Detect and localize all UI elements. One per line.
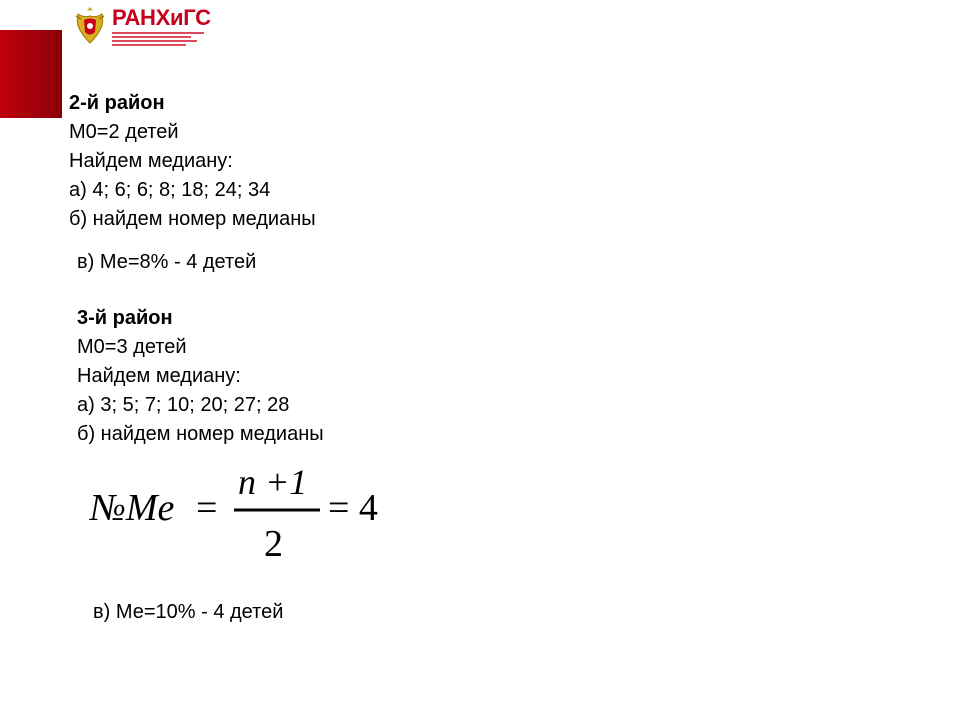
district-3-result: в) Ме=10% - 4 детей [93,601,284,623]
district-2-series: а) 4; 6; 6; 8; 18; 24; 34 [69,179,271,201]
eagle-emblem-icon [74,6,106,44]
median-number-formula [88,462,398,567]
district-3-median-number: б) найдем номер медианы [77,423,324,445]
district-3-series: а) 3; 5; 7; 10; 20; 27; 28 [77,394,290,416]
accent-bar [0,30,62,118]
formula-lhs: №Me [90,487,175,529]
district-2-find-median: Найдем медиану: [69,150,233,172]
formula-rhs: = 4 [328,487,378,529]
district-2-result: в) Ме=8% - 4 детей [77,251,257,273]
logo-text: РАНХиГС [112,5,211,30]
formula-equals: = [196,487,218,529]
district-2-mode: М0=2 детей [69,121,179,143]
district-2-block [69,89,316,234]
district-2-result-block [77,248,256,277]
district-3-block [77,304,324,449]
district-3-find-median: Найдем медиану: [77,365,241,387]
logo [74,6,211,46]
district-2-title: 2-й район [69,92,165,114]
logo-subtitle-lines [112,32,204,48]
formula-denominator: 2 [264,523,283,565]
district-3-mode: М0=3 детей [77,336,187,358]
district-3-result-block [93,598,283,627]
district-3-title: 3-й район [77,307,173,329]
formula-numerator: n +1 [238,462,308,502]
district-2-median-number: б) найдем номер медианы [69,208,316,230]
